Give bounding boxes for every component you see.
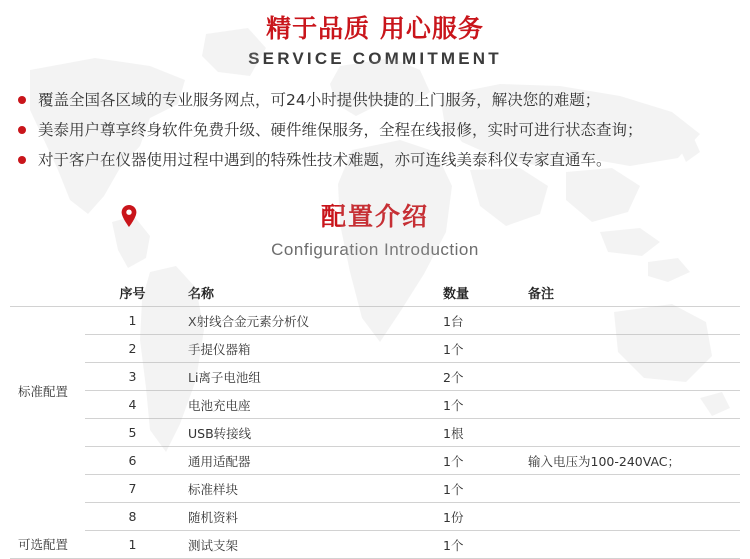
cell-qty: 1个 xyxy=(435,475,520,503)
cell-qty: 1台 xyxy=(435,307,520,335)
cell-index: 8 xyxy=(85,503,180,531)
column-header-note: 备注 xyxy=(520,278,740,307)
cell-index: 3 xyxy=(85,363,180,391)
cell-name: 随机资料 xyxy=(180,503,435,531)
cell-note xyxy=(520,475,740,503)
cell-name: 标准样块 xyxy=(180,475,435,503)
cell-note xyxy=(520,335,740,363)
cell-note xyxy=(520,391,740,419)
column-header-name: 名称 xyxy=(180,278,435,307)
bullet-dot-icon xyxy=(18,96,26,104)
list-item xyxy=(18,145,736,175)
cell-index: 7 xyxy=(85,475,180,503)
cell-name: Li离子电池组 xyxy=(180,363,435,391)
table-body xyxy=(10,307,740,559)
configuration-table xyxy=(10,278,740,559)
group-label-standard-text: 标准配置 xyxy=(18,383,69,399)
cell-name: 电池充电座 xyxy=(180,391,435,419)
page-header xyxy=(0,0,750,69)
list-item xyxy=(18,85,736,115)
group-filler xyxy=(10,419,85,531)
cell-index: 1 xyxy=(85,531,180,559)
table-row xyxy=(10,419,740,447)
table-row xyxy=(10,475,740,503)
bullet-dot-icon xyxy=(18,156,26,164)
map-location-pin-icon xyxy=(121,205,137,227)
service-commitment-list xyxy=(0,85,750,175)
table-row xyxy=(10,307,740,335)
cell-note: 输入电压为100-240VAC； xyxy=(520,447,740,475)
list-item-text: 对于客户在仪器使用过程中遇到的特殊性技术难题，亦可连线美泰科仪专家直通车。 xyxy=(38,151,612,169)
table-row xyxy=(10,391,740,419)
bullet-dot-icon xyxy=(18,126,26,134)
cell-qty: 2个 xyxy=(435,363,520,391)
section-title-cn: 配置介绍 xyxy=(320,202,429,231)
cell-qty: 1个 xyxy=(435,335,520,363)
section-title xyxy=(0,197,750,260)
cell-note xyxy=(520,503,740,531)
column-header-qty: 数量 xyxy=(435,278,520,307)
cell-qty: 1个 xyxy=(435,447,520,475)
list-item xyxy=(18,115,736,145)
cell-name: X射线合金元素分析仪 xyxy=(180,307,435,335)
cell-note xyxy=(520,531,740,559)
list-item-text: 美泰用户尊享终身软件免费升级、硬件维保服务，全程在线报修，实时可进行状态查询； xyxy=(38,121,643,139)
configuration-table-wrapper xyxy=(10,278,740,559)
section-title-en: Configuration Introduction xyxy=(271,240,479,259)
cell-name: 通用适配器 xyxy=(180,447,435,475)
table-row xyxy=(10,503,740,531)
cell-qty: 1根 xyxy=(435,419,520,447)
cell-index: 4 xyxy=(85,391,180,419)
cell-qty: 1个 xyxy=(435,391,520,419)
table-header xyxy=(10,278,740,307)
cell-name: USB转接线 xyxy=(180,419,435,447)
group-label-standard xyxy=(10,307,85,363)
cell-index: 6 xyxy=(85,447,180,475)
cell-index: 2 xyxy=(85,335,180,363)
cell-note xyxy=(520,307,740,335)
cell-qty: 1个 xyxy=(435,531,520,559)
cell-qty: 1份 xyxy=(435,503,520,531)
cell-index: 5 xyxy=(85,419,180,447)
column-header-group xyxy=(10,278,85,307)
table-row xyxy=(10,447,740,475)
table-row xyxy=(10,531,740,559)
group-label-optional: 可选配置 xyxy=(10,531,85,559)
cell-note xyxy=(520,419,740,447)
table-row xyxy=(10,363,740,391)
header-title-en: SERVICE COMMITMENT xyxy=(248,49,502,68)
header-title-cn: 精于品质 用心服务 xyxy=(266,14,484,43)
table-header-row xyxy=(10,278,740,307)
cell-note xyxy=(520,363,740,391)
table-row xyxy=(10,335,740,363)
cell-name: 测试支架 xyxy=(180,531,435,559)
cell-index: 1 xyxy=(85,307,180,335)
cell-name: 手提仪器箱 xyxy=(180,335,435,363)
column-header-index: 序号 xyxy=(85,278,180,307)
list-item-text: 覆盖全国各区域的专业服务网点，可24小时提供快捷的上门服务，解决您的难题； xyxy=(38,91,601,109)
